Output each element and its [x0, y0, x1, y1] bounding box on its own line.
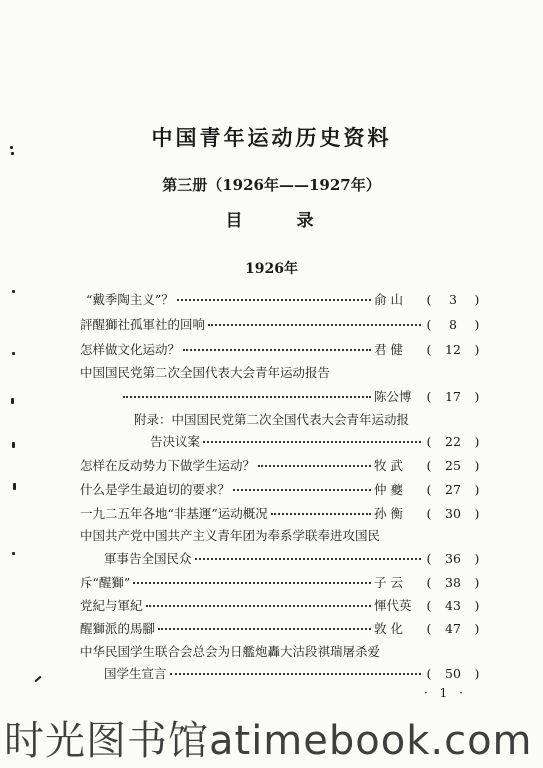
toc-page: 30 [445, 506, 461, 521]
scan-speck [34, 676, 41, 683]
toc-page: 17 [445, 389, 461, 404]
leader-dots [133, 582, 371, 584]
toc-entry [80, 315, 482, 335]
toc-paren-close: ) [474, 666, 480, 681]
leader-dots [233, 489, 371, 491]
leader-dots [170, 673, 421, 675]
leader-dots [158, 628, 371, 630]
year-heading: 1926年 [245, 261, 298, 277]
scan-speck [12, 290, 15, 293]
toc-page: 25 [445, 458, 461, 473]
volume-subtitle: 第三册（1926年——1927年） [162, 176, 381, 194]
toc-page: 3 [449, 292, 457, 307]
toc-title-line: 中国国民党第二次全国代表大会青年运动报告 [80, 365, 331, 380]
toc-author: 君 健 [374, 342, 403, 357]
book-title: 中国青年运动历史资料 [151, 125, 392, 150]
leader-dots [258, 465, 371, 467]
toc-paren-close: ) [474, 389, 480, 404]
scan-speck [12, 442, 15, 448]
leader-dots [195, 558, 421, 560]
page-number: · 1 · [424, 686, 467, 700]
toc-page: 27 [445, 482, 461, 497]
toc-paren-close: ) [474, 482, 480, 497]
toc-entry [150, 432, 482, 452]
toc-entry [80, 456, 482, 476]
toc-paren-close: ) [474, 458, 480, 473]
scan-speck [10, 146, 13, 149]
toc-title: 醒獅派的馬腳 [80, 621, 156, 636]
toc-entry [80, 340, 482, 360]
toc-page: 12 [445, 342, 461, 357]
toc-paren-close: ) [474, 317, 480, 332]
toc-title: 評醒獅社孤軍社的回响 [80, 317, 206, 332]
toc-entry [104, 549, 482, 569]
toc-title-line: 中华民国学生联合会总会为日艦炮轟大沽段祺瑞屠杀爱 [80, 644, 381, 659]
toc-title: 軍事告全国民众 [104, 551, 192, 566]
toc-entry [86, 290, 482, 310]
toc-paren-open: ( [426, 551, 432, 566]
toc-paren-open: ( [426, 482, 432, 497]
toc-page: 38 [445, 575, 461, 590]
toc-title-line: 附录：中国国民党第二次全国代表大会青年运动报 [134, 412, 410, 427]
scan-speck [11, 152, 14, 155]
toc-title: “戴季陶主义”？ [86, 292, 174, 307]
toc-author: 俞 山 [374, 292, 403, 307]
toc-page: 36 [445, 551, 461, 566]
toc-page: 8 [449, 317, 457, 332]
leader-dots [271, 513, 371, 515]
leader-dots [183, 349, 371, 351]
toc-author: 子 云 [374, 575, 403, 590]
toc-title: 斥“醒獅” [80, 575, 131, 590]
contents-heading: 目 录 [225, 211, 338, 231]
scan-speck [12, 552, 15, 555]
toc-author: 敦 化 [374, 621, 403, 636]
toc-title-line: 中国共产党中国共产主义青年团为奉系学联奉进攻国民 [80, 528, 381, 543]
leader-dots [123, 396, 371, 398]
toc-title: 告决议案 [150, 434, 201, 449]
leader-dots [177, 299, 371, 301]
toc-paren-close: ) [474, 342, 480, 357]
toc-paren-open: ( [426, 317, 432, 332]
toc-entry [104, 664, 482, 684]
toc-paren-close: ) [474, 292, 480, 307]
toc-title: 国学生宣言 [104, 666, 167, 681]
toc-page: 50 [445, 666, 461, 681]
toc-paren-open: ( [426, 598, 432, 613]
watermark-text: 时光图书馆atimebook.com [4, 718, 533, 764]
toc-paren-open: ( [426, 621, 432, 636]
scan-speck [13, 483, 16, 490]
toc-entry [80, 619, 482, 639]
toc-entry [120, 387, 482, 407]
toc-author: 牧 武 [374, 458, 403, 473]
toc-paren-close: ) [474, 575, 480, 590]
toc-paren-open: ( [426, 458, 432, 473]
toc-paren-open: ( [426, 389, 432, 404]
leader-dots [146, 605, 371, 607]
toc-paren-close: ) [474, 551, 480, 566]
toc-paren-close: ) [474, 506, 480, 521]
toc-entry [80, 480, 482, 500]
toc-page: 22 [445, 434, 461, 449]
toc-title: 党紀与軍紀 [80, 598, 143, 613]
toc-page: 47 [445, 621, 461, 636]
toc-paren-open: ( [426, 666, 432, 681]
scan-speck [11, 398, 14, 404]
toc-paren-open: ( [426, 342, 432, 357]
toc-paren-open: ( [426, 292, 432, 307]
toc-paren-close: ) [474, 598, 480, 613]
toc-paren-close: ) [474, 434, 480, 449]
toc-title: 什么是学生最迫切的要求？ [80, 482, 231, 497]
leader-dots [203, 441, 421, 443]
toc-paren-open: ( [426, 506, 432, 521]
scan-speck [12, 352, 15, 355]
toc-author: 孙 衡 [374, 506, 403, 521]
toc-entry [80, 596, 482, 616]
toc-page: 43 [445, 598, 461, 613]
toc-entry [80, 573, 482, 593]
toc-paren-open: ( [426, 575, 432, 590]
toc-entry [80, 504, 482, 524]
toc-title: 一九二五年各地“非基運”运动概况 [80, 506, 268, 521]
toc-author: 陈公博 [374, 389, 412, 404]
toc-title: 怎样在反动势力下做学生运动？ [80, 458, 256, 473]
toc-paren-open: ( [426, 434, 432, 449]
toc-author: 仲 夔 [374, 482, 403, 497]
toc-paren-close: ) [474, 621, 480, 636]
toc-title: 怎样做文化运动？ [80, 342, 181, 357]
leader-dots [208, 324, 421, 326]
toc-author: 惲代英 [374, 598, 412, 613]
